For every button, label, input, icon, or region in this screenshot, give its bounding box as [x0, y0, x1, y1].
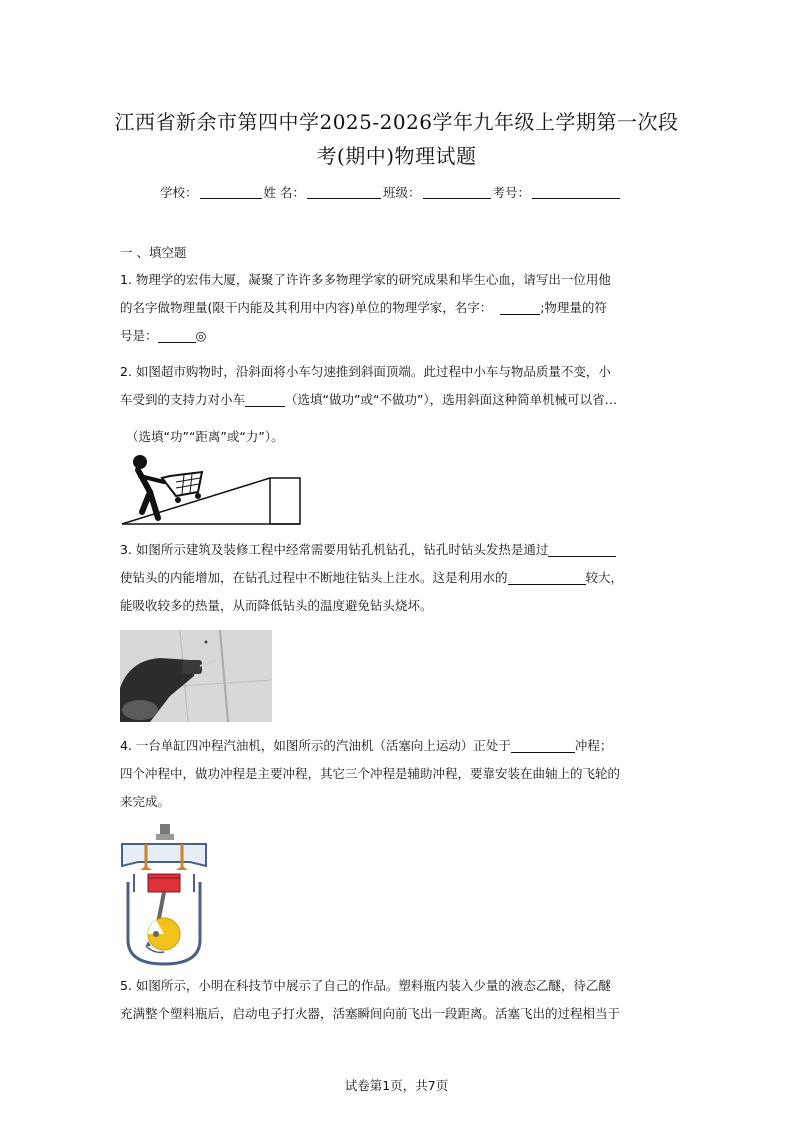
q4-text-a: 4. 一台单缸四冲程汽油机，如图所示的汽油机（活塞向上运动）正处于	[120, 738, 511, 753]
q4-line-3: 来完成。	[120, 794, 171, 809]
name-label: 姓 名：	[263, 185, 305, 200]
q1-text-d: ◎	[195, 328, 207, 343]
exam-no-blank[interactable]	[532, 186, 620, 199]
q2-line-1: 2. 如图超市购物时，沿斜面将小车匀速推到斜面顶端。此过程中小车与物品质量不变，小	[120, 364, 611, 379]
q3-line-3: 能吸收较多的热量，从而降低钻头的温度避免钻头烧坏。	[120, 598, 433, 613]
q1-line-1: 1. 物理学的宏伟大厦，凝聚了许许多多物理学家的研究成果和毕生心血，请写出一位用他	[120, 272, 611, 287]
question-1	[120, 266, 680, 350]
q1-blank-symbol[interactable]	[158, 328, 196, 343]
q2-line-2	[120, 386, 680, 414]
page-title-line-2: 考(期中)物理试题	[316, 144, 477, 168]
q3-blank-method[interactable]	[548, 542, 616, 557]
q4-text-b: 冲程；	[574, 738, 613, 753]
q4-line-2: 四个冲程中，做功冲程是主要冲程，其它三个冲程是辅助冲程，要靠安装在曲轴上的飞轮的	[120, 766, 621, 781]
q3-text-c: 较大，	[585, 570, 624, 585]
q3-text-a: 3. 如图所示建筑及装修工程中经常需要用钻孔机钻孔，钻孔时钻头发热是通过	[120, 542, 549, 557]
engine-compression-stroke-figure	[118, 822, 210, 968]
student-info-row	[160, 183, 622, 201]
q3-blank-property[interactable]	[508, 570, 586, 585]
q3-text-b: 使钻头的内能增加，在钻孔过程中不断地往钻头上注水。这是利用水的	[120, 570, 508, 585]
question-2	[120, 358, 680, 414]
q2-blank-work[interactable]	[245, 392, 285, 407]
q1-text-a: 的名字做物理量(限干内能及其利用中内容)单位的物理学家，名字：	[120, 300, 493, 315]
question-5	[120, 972, 680, 1028]
q1-line-2	[120, 294, 680, 322]
q2-text-b: （选填“做功”或“不做功”），选用斜面这种简单机械可以省…	[285, 392, 618, 407]
q4-blank-stroke[interactable]	[511, 738, 575, 753]
q1-text-b: ;物理量的符	[540, 300, 607, 315]
class-label: 班级：	[383, 185, 421, 200]
school-label: 学校：	[160, 185, 198, 200]
cart-on-incline-figure	[118, 452, 308, 528]
q5-line-2: 充满整个塑料瓶后，启动电子打火器，活塞瞬间向前飞出一段距离。活塞飞出的过程相当于	[120, 1006, 621, 1021]
school-blank[interactable]	[200, 186, 262, 199]
q1-blank-name[interactable]	[500, 300, 540, 315]
page-title-line-1: 江西省新余市第四中学2025-2026学年九年级上学期第一次段	[114, 110, 679, 134]
page-footer: 试卷第1页，共7页	[344, 1078, 449, 1093]
q5-line-1: 5. 如图所示，小明在科技节中展示了自己的作品。塑料瓶内装入少量的液态乙醚，待乙醚	[120, 978, 611, 993]
exam-no-label: 考号：	[492, 185, 531, 200]
question-4	[120, 732, 680, 816]
q2-text-a: 车受到的支持力对小车	[120, 392, 246, 407]
name-blank[interactable]	[307, 186, 381, 199]
q4-line-1	[120, 732, 680, 760]
class-blank[interactable]	[423, 186, 491, 199]
q1-text-c: 号是：	[120, 328, 158, 343]
q3-line-2	[120, 564, 680, 592]
section-heading: 一 、填空题	[120, 245, 187, 260]
q3-line-1	[120, 536, 680, 564]
q2-line-3: （选填“功”“距离”或“力”）。	[126, 429, 284, 444]
q1-line-3	[120, 322, 680, 350]
drilling-tile-photo	[120, 630, 272, 722]
question-3	[120, 536, 680, 620]
